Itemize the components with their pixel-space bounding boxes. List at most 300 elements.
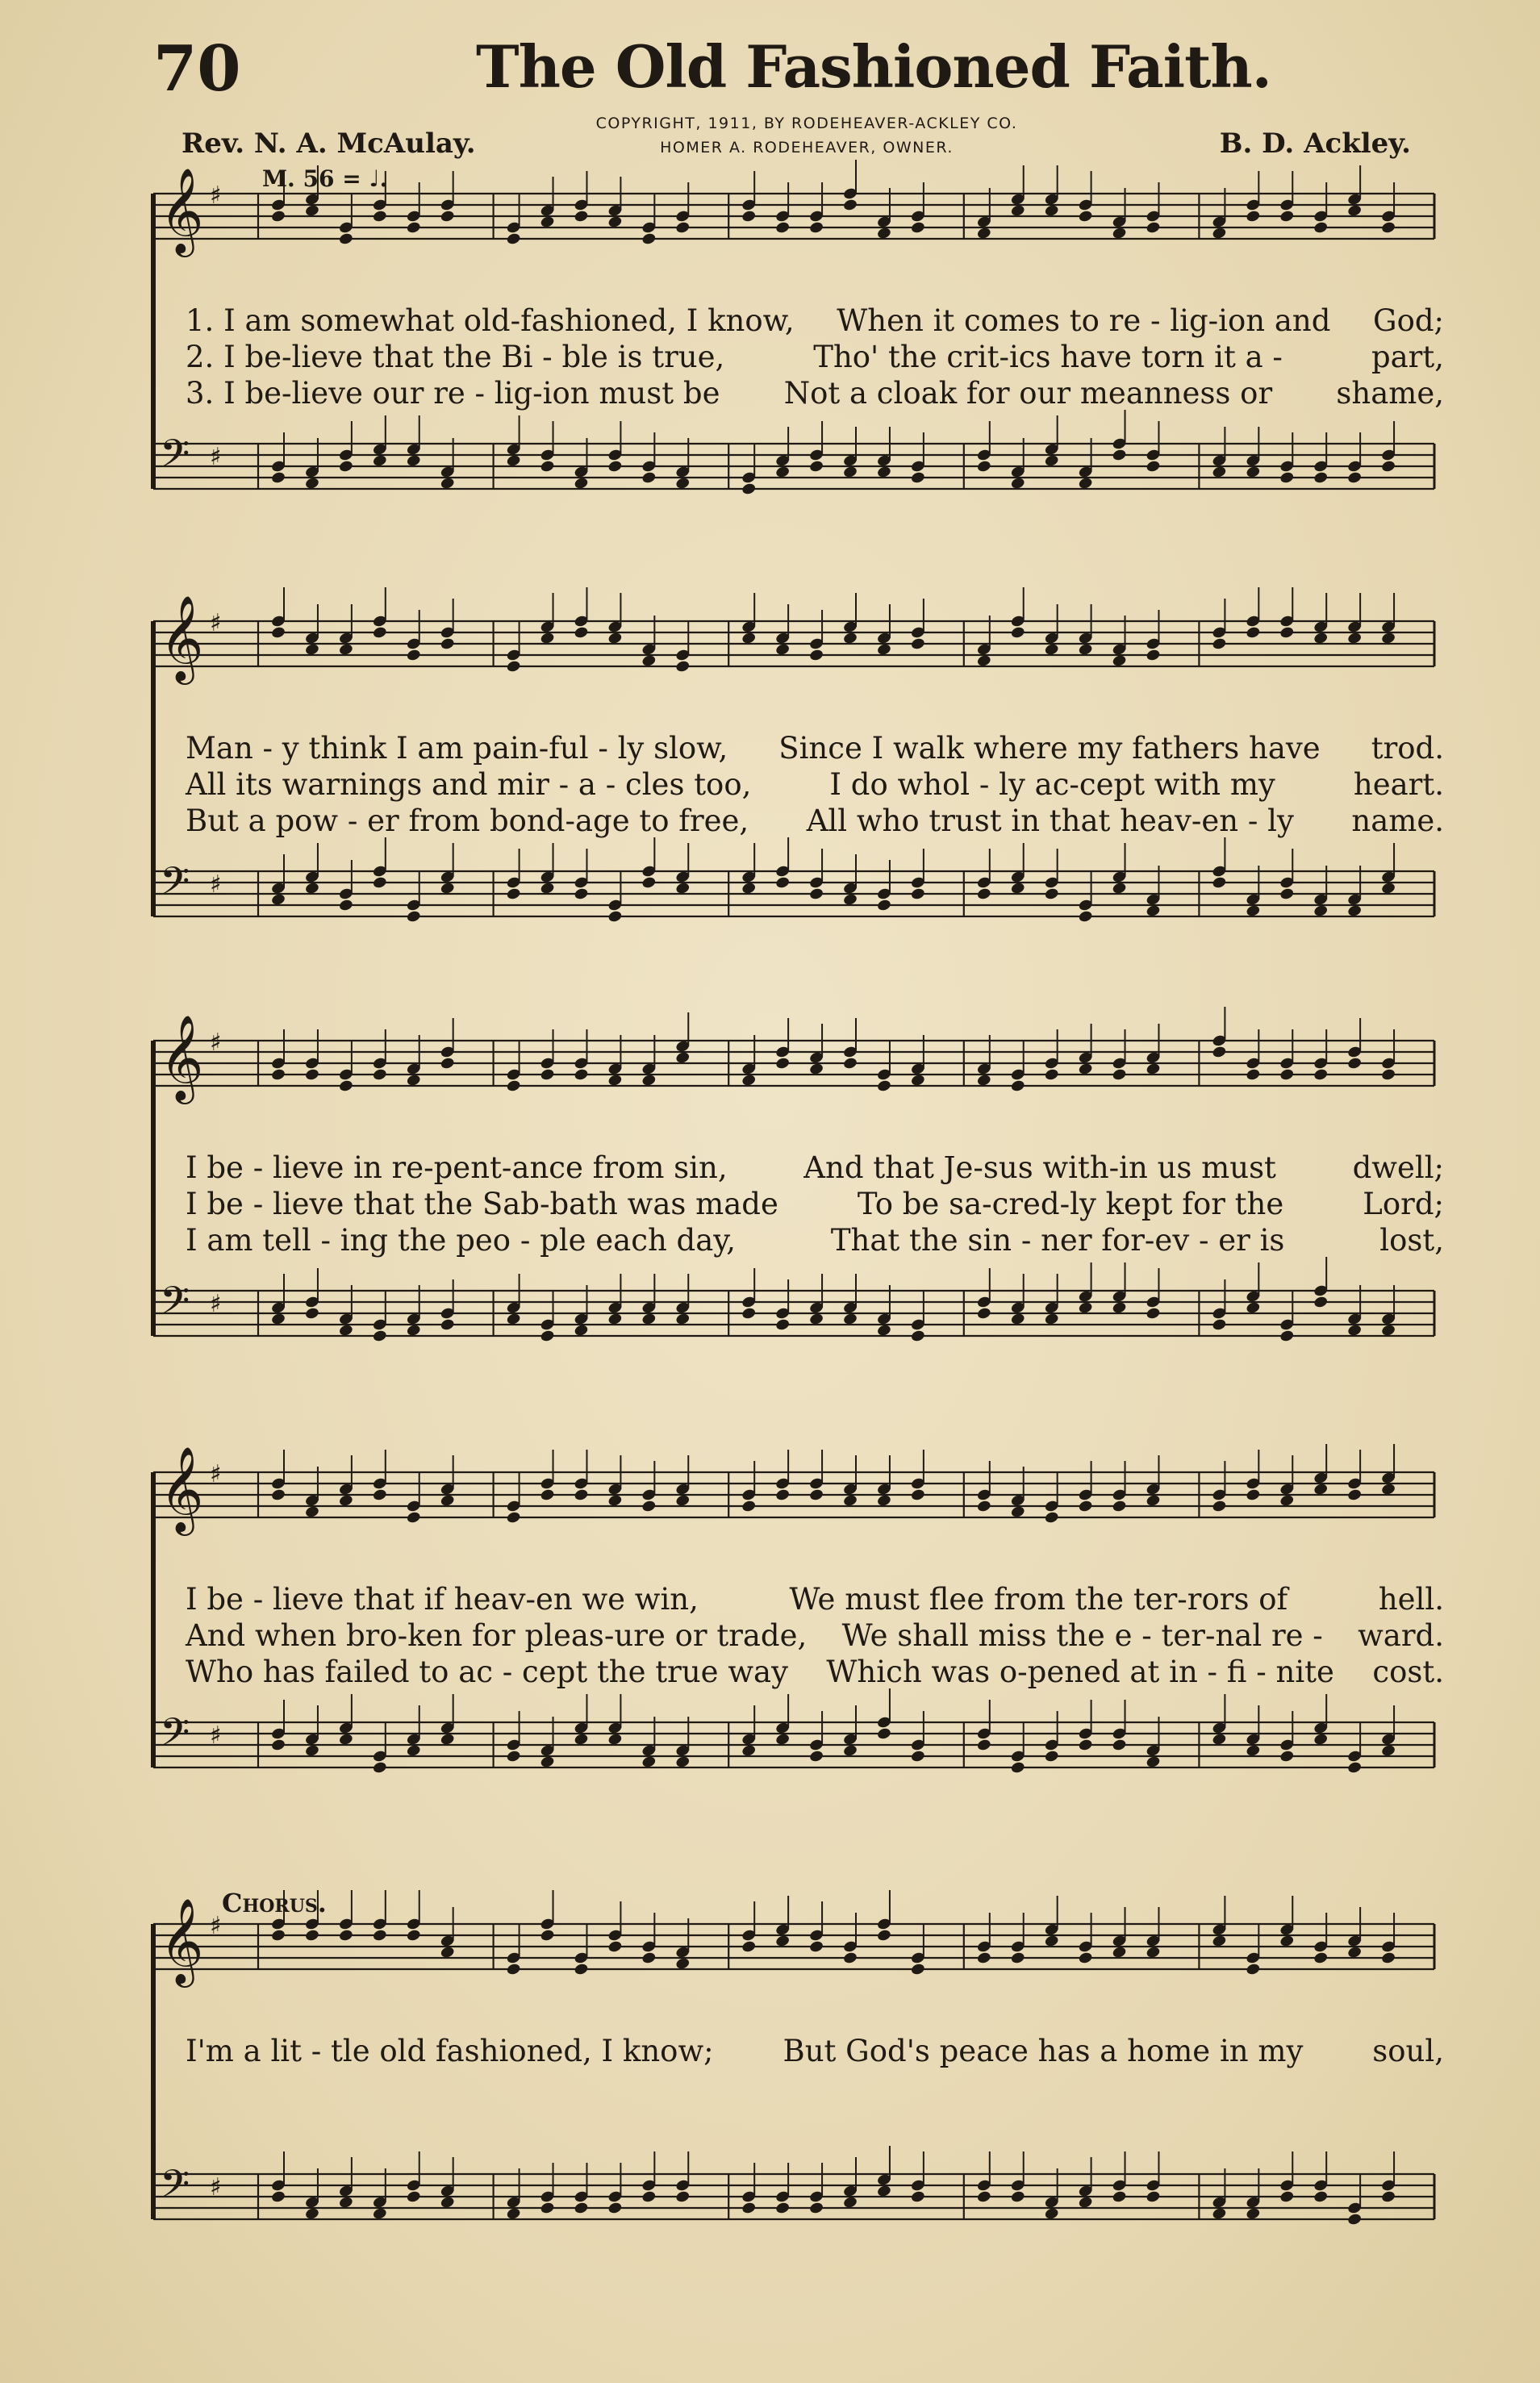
lyrics-block bbox=[186, 1581, 1444, 1690]
key-signature-sharp-icon: ♯ bbox=[210, 443, 222, 471]
note-head bbox=[775, 1488, 791, 1502]
note-head bbox=[1212, 1934, 1227, 1948]
note-head bbox=[270, 1488, 286, 1502]
hymn-composer: B. D. Ackley. bbox=[1219, 127, 1411, 160]
note-head bbox=[1313, 1733, 1329, 1747]
note-head bbox=[1078, 2196, 1093, 2210]
lyric-line bbox=[186, 766, 1444, 803]
note-head bbox=[741, 632, 757, 645]
note-head bbox=[607, 1733, 623, 1747]
note-head bbox=[1112, 2190, 1127, 2204]
note-head bbox=[406, 2190, 421, 2204]
note-head bbox=[976, 887, 991, 901]
chorus-label: Chorus. bbox=[222, 1888, 327, 1918]
note-head bbox=[741, 210, 757, 223]
note-head bbox=[270, 471, 286, 485]
key-signature-sharp-icon: ♯ bbox=[210, 182, 222, 210]
key-signature-sharp-icon: ♯ bbox=[210, 1912, 222, 1940]
note-head bbox=[675, 660, 691, 674]
treble-notes bbox=[258, 1890, 1434, 1976]
lyric-segment: I do whol - ly ac-cept with my bbox=[829, 767, 1275, 802]
note-head bbox=[270, 1738, 286, 1752]
note-head bbox=[1212, 465, 1227, 479]
note-head bbox=[440, 210, 455, 223]
lyric-segment: Tho' the crit-ics have torn it a - bbox=[813, 340, 1283, 374]
note-head bbox=[1380, 221, 1396, 235]
note-head bbox=[675, 1051, 691, 1065]
note-head bbox=[1078, 210, 1093, 223]
note-head bbox=[1212, 2207, 1227, 2221]
note-head bbox=[574, 626, 589, 640]
note-head bbox=[270, 626, 286, 640]
note-head bbox=[540, 1329, 555, 1343]
note-head bbox=[506, 232, 521, 246]
note-head bbox=[1279, 1494, 1295, 1508]
bass-clef-icon: 𝄢 bbox=[160, 431, 190, 486]
note-head bbox=[1044, 887, 1059, 901]
note-head bbox=[372, 1329, 387, 1343]
note-head bbox=[506, 1511, 521, 1525]
lyric-line bbox=[186, 1150, 1444, 1186]
note-head bbox=[1044, 454, 1059, 468]
note-head bbox=[842, 1494, 858, 1508]
note-head bbox=[372, 1068, 387, 1082]
lyric-segment: But God's peace has a home in my bbox=[783, 2034, 1304, 2068]
note-head bbox=[440, 477, 455, 490]
lyric-line bbox=[186, 730, 1444, 766]
note-head bbox=[808, 460, 824, 474]
note-head bbox=[406, 454, 421, 468]
lyric-segment: hell. bbox=[1378, 1582, 1444, 1617]
note-head bbox=[1010, 1313, 1025, 1326]
note-head bbox=[540, 882, 555, 895]
note-head bbox=[270, 1313, 286, 1326]
note-head bbox=[1279, 1068, 1295, 1082]
note-head bbox=[641, 654, 657, 668]
note-head bbox=[1279, 2190, 1295, 2204]
lyric-line bbox=[186, 803, 1444, 839]
note-head bbox=[270, 210, 286, 223]
lyric-segment: Not a cloak for our meanness or bbox=[783, 376, 1273, 411]
note-head bbox=[910, 471, 925, 485]
note-head bbox=[1010, 1079, 1025, 1093]
note-head bbox=[910, 1074, 925, 1087]
note-head bbox=[1044, 1068, 1059, 1082]
bass-notes bbox=[258, 410, 1434, 495]
note-head bbox=[540, 1755, 555, 1769]
lyric-segment: I'm a lit - tle old fashioned, I know; bbox=[186, 2034, 714, 2068]
note-head bbox=[741, 1940, 757, 1954]
note-head bbox=[1347, 632, 1363, 645]
note-head bbox=[1380, 632, 1396, 645]
note-head bbox=[842, 1057, 858, 1070]
note-head bbox=[440, 637, 455, 651]
note-head bbox=[910, 2190, 925, 2204]
lyric-line bbox=[186, 303, 1444, 339]
note-head bbox=[641, 1500, 657, 1513]
note-head bbox=[1380, 882, 1396, 895]
note-head bbox=[506, 1313, 521, 1326]
lyric-segment: And when bro-ken for pleas-ure or trade, bbox=[186, 1618, 808, 1653]
note-head bbox=[741, 1307, 757, 1321]
note-head bbox=[641, 1313, 657, 1326]
note-head bbox=[1279, 1750, 1295, 1763]
note-head bbox=[1347, 1761, 1363, 1775]
lyric-segment: That the sin - ner for-ev - er is bbox=[830, 1223, 1285, 1258]
note-head bbox=[1347, 1946, 1363, 1959]
lyric-segment: And that Je-sus with-in us must bbox=[803, 1150, 1276, 1185]
note-head bbox=[1313, 471, 1329, 485]
note-head bbox=[540, 1929, 555, 1943]
note-head bbox=[1112, 1301, 1127, 1315]
note-head bbox=[741, 2201, 757, 2215]
lyric-segment: trod. bbox=[1371, 731, 1444, 766]
note-head bbox=[675, 1494, 691, 1508]
note-head bbox=[338, 1733, 353, 1747]
note-head bbox=[1347, 204, 1363, 218]
lyric-segment: lost, bbox=[1379, 1223, 1444, 1258]
note-head bbox=[440, 1057, 455, 1070]
note-head bbox=[406, 1074, 421, 1087]
note-head bbox=[304, 1929, 319, 1943]
bass-notes bbox=[258, 1257, 1434, 1342]
note-head bbox=[1313, 1483, 1329, 1496]
note-head bbox=[607, 215, 623, 229]
note-head bbox=[607, 1494, 623, 1508]
note-head bbox=[574, 210, 589, 223]
note-head bbox=[372, 210, 387, 223]
lyric-line bbox=[186, 1581, 1444, 1617]
note-head bbox=[1380, 1483, 1396, 1496]
note-head bbox=[842, 632, 858, 645]
note-head bbox=[1279, 210, 1295, 223]
bass-clef-icon: 𝄢 bbox=[160, 1709, 190, 1764]
note-head bbox=[775, 1057, 791, 1070]
note-head bbox=[876, 1494, 891, 1508]
lyric-segment: shame, bbox=[1336, 376, 1444, 411]
note-head bbox=[641, 1951, 657, 1965]
note-head bbox=[1212, 227, 1227, 240]
note-head bbox=[910, 1963, 925, 1976]
note-head bbox=[775, 1733, 791, 1747]
note-head bbox=[842, 1951, 858, 1965]
bass-notes bbox=[258, 837, 1434, 923]
note-head bbox=[574, 477, 589, 490]
note-head bbox=[1246, 1963, 1261, 1976]
note-head bbox=[1078, 643, 1093, 657]
note-head bbox=[540, 460, 555, 474]
lyric-segment: Lord; bbox=[1363, 1187, 1444, 1221]
note-head bbox=[1380, 1744, 1396, 1758]
note-head bbox=[304, 1744, 319, 1758]
key-signature-sharp-icon: ♯ bbox=[210, 1460, 222, 1488]
lyric-segment: But a pow - er from bond-age to free, bbox=[186, 803, 749, 838]
note-head bbox=[1112, 1738, 1127, 1752]
note-head bbox=[607, 1313, 623, 1326]
note-head bbox=[1246, 465, 1261, 479]
treble-clef-icon: 𝄞 bbox=[160, 167, 204, 253]
note-head bbox=[1044, 643, 1059, 657]
note-head bbox=[1212, 1318, 1227, 1332]
note-head bbox=[440, 1494, 455, 1508]
note-head bbox=[506, 660, 521, 674]
note-head bbox=[1112, 227, 1127, 240]
key-signature-sharp-icon: ♯ bbox=[210, 1722, 222, 1750]
note-head bbox=[1313, 1296, 1329, 1309]
note-head bbox=[1010, 882, 1025, 895]
note-head bbox=[607, 1940, 623, 1954]
note-head bbox=[808, 887, 824, 901]
note-head bbox=[675, 1957, 691, 1971]
lyric-segment: We must flee from the ter-rors of bbox=[789, 1582, 1288, 1617]
lyrics-block bbox=[186, 1150, 1444, 1258]
note-head bbox=[741, 1074, 757, 1087]
note-head bbox=[1044, 1750, 1059, 1763]
note-head bbox=[1212, 1733, 1227, 1747]
note-head bbox=[842, 2196, 858, 2210]
note-head bbox=[641, 471, 657, 485]
note-head bbox=[910, 637, 925, 651]
treble-notes bbox=[258, 1007, 1434, 1092]
treble-clef-icon: 𝄞 bbox=[160, 1446, 204, 1532]
note-head bbox=[270, 893, 286, 907]
lyric-segment: soul, bbox=[1372, 2034, 1444, 2068]
note-head bbox=[372, 1761, 387, 1775]
note-head bbox=[775, 643, 791, 657]
lyric-segment: name. bbox=[1351, 803, 1444, 838]
note-head bbox=[910, 887, 925, 901]
note-head bbox=[641, 1755, 657, 1769]
lyric-segment: I be - lieve in re-pent-ance from sin, bbox=[186, 1150, 728, 1185]
note-head bbox=[675, 477, 691, 490]
lyrics-block bbox=[186, 2033, 1444, 2069]
hymn-number: 70 bbox=[153, 32, 241, 106]
lyric-line bbox=[186, 1654, 1444, 1690]
treble-clef-icon: 𝄞 bbox=[160, 1897, 204, 1984]
note-head bbox=[574, 1068, 589, 1082]
note-head bbox=[372, 2207, 387, 2221]
note-head bbox=[1347, 471, 1363, 485]
note-head bbox=[574, 1488, 589, 1502]
note-head bbox=[976, 654, 991, 668]
note-head bbox=[270, 2190, 286, 2204]
lyric-line bbox=[186, 1617, 1444, 1654]
note-head bbox=[1146, 1307, 1161, 1321]
note-head bbox=[338, 460, 353, 474]
note-head bbox=[1246, 1744, 1261, 1758]
note-head bbox=[440, 2196, 455, 2210]
note-head bbox=[1112, 654, 1127, 668]
hymn-title: The Old Fashioned Faith. bbox=[476, 32, 1271, 101]
note-head bbox=[741, 1500, 757, 1513]
note-head bbox=[1246, 1301, 1261, 1315]
note-head bbox=[1212, 1500, 1227, 1513]
note-head bbox=[1380, 2190, 1396, 2204]
treble-clef-icon: 𝄞 bbox=[160, 595, 204, 681]
note-head bbox=[1010, 1505, 1025, 1519]
note-head bbox=[808, 649, 824, 662]
lyric-segment: 3. I be-lieve our re - lig-ion must be bbox=[186, 376, 720, 411]
note-head bbox=[1279, 626, 1295, 640]
lyric-line bbox=[186, 1186, 1444, 1222]
note-head bbox=[741, 882, 757, 895]
note-head bbox=[675, 1313, 691, 1326]
note-head bbox=[440, 1946, 455, 1959]
note-head bbox=[641, 2190, 657, 2204]
note-head bbox=[775, 1934, 791, 1948]
note-head bbox=[1078, 1062, 1093, 1076]
note-head bbox=[440, 882, 455, 895]
note-head bbox=[976, 1500, 991, 1513]
note-head bbox=[1112, 882, 1127, 895]
note-head bbox=[304, 1505, 319, 1519]
note-head bbox=[1246, 1068, 1261, 1082]
note-head bbox=[808, 221, 824, 235]
note-head bbox=[910, 1750, 925, 1763]
note-head bbox=[976, 1738, 991, 1752]
note-head bbox=[506, 1963, 521, 1976]
note-head bbox=[540, 632, 555, 645]
note-head bbox=[1246, 2207, 1261, 2221]
note-head bbox=[842, 1744, 858, 1758]
lyric-segment: To be sa-cred-ly kept for the bbox=[857, 1187, 1284, 1221]
note-head bbox=[372, 1488, 387, 1502]
note-head bbox=[1380, 460, 1396, 474]
lyric-line bbox=[186, 375, 1444, 411]
note-head bbox=[876, 643, 891, 657]
note-head bbox=[808, 1488, 824, 1502]
note-head bbox=[540, 1488, 555, 1502]
treble-notes bbox=[258, 160, 1434, 245]
note-head bbox=[910, 1488, 925, 1502]
note-head bbox=[1313, 2190, 1329, 2204]
note-head bbox=[304, 882, 319, 895]
lyric-segment: We shall miss the e - ter-nal re - bbox=[841, 1618, 1323, 1653]
key-signature-sharp-icon: ♯ bbox=[210, 1290, 222, 1318]
lyric-segment: Who has failed to ac - cept the true way bbox=[186, 1655, 788, 1689]
lyric-segment: All its warnings and mir - a - cles too, bbox=[186, 767, 752, 802]
note-head bbox=[1347, 1057, 1363, 1070]
note-head bbox=[1044, 204, 1059, 218]
note-head bbox=[775, 876, 791, 890]
note-head bbox=[876, 1929, 891, 1943]
treble-clef-icon: 𝄞 bbox=[160, 1014, 204, 1100]
lyric-segment: cost. bbox=[1372, 1655, 1444, 1689]
note-head bbox=[506, 454, 521, 468]
note-head bbox=[574, 887, 589, 901]
note-head bbox=[607, 632, 623, 645]
note-head bbox=[876, 227, 891, 240]
note-head bbox=[574, 1733, 589, 1747]
note-head bbox=[675, 221, 691, 235]
note-head bbox=[506, 1079, 521, 1093]
note-head bbox=[1044, 1934, 1059, 1948]
note-head bbox=[1313, 1068, 1329, 1082]
note-head bbox=[574, 2201, 589, 2215]
note-head bbox=[1146, 1494, 1161, 1508]
note-head bbox=[1279, 1329, 1295, 1343]
note-head bbox=[1313, 1951, 1329, 1965]
note-head bbox=[1146, 649, 1161, 662]
note-head bbox=[808, 1313, 824, 1326]
note-head bbox=[338, 232, 353, 246]
lyric-line bbox=[186, 339, 1444, 375]
note-head bbox=[338, 1929, 353, 1943]
lyric-segment: Since I walk where my fathers have bbox=[778, 731, 1321, 766]
bass-clef-icon: 𝄢 bbox=[160, 858, 190, 913]
note-head bbox=[1078, 910, 1093, 924]
lyric-segment: All who trust in that heav-en - ly bbox=[806, 803, 1294, 838]
note-head bbox=[1347, 1488, 1363, 1502]
copyright-owner-line: HOMER A. RODEHEAVER, OWNER. bbox=[660, 139, 954, 157]
note-head bbox=[372, 626, 387, 640]
note-head bbox=[976, 2190, 991, 2204]
note-head bbox=[910, 1329, 925, 1343]
lyric-segment: heart. bbox=[1353, 767, 1444, 802]
key-signature-sharp-icon: ♯ bbox=[210, 2173, 222, 2201]
bass-notes bbox=[258, 1688, 1434, 1774]
note-head bbox=[1380, 1951, 1396, 1965]
note-head bbox=[304, 2207, 319, 2221]
note-head bbox=[808, 2201, 824, 2215]
note-head bbox=[1212, 876, 1227, 890]
note-head bbox=[808, 1940, 824, 1954]
lyric-segment: I be - lieve that the Sab-bath was made bbox=[186, 1187, 778, 1221]
note-head bbox=[540, 2201, 555, 2215]
note-head bbox=[842, 198, 858, 212]
note-head bbox=[1347, 904, 1363, 918]
note-head bbox=[1313, 904, 1329, 918]
key-signature-sharp-icon: ♯ bbox=[210, 1029, 222, 1057]
lyric-segment: Which was o-pened at in - fi - nite bbox=[826, 1655, 1334, 1689]
note-head bbox=[338, 1494, 353, 1508]
note-head bbox=[1112, 1946, 1127, 1959]
note-head bbox=[1146, 904, 1161, 918]
note-head bbox=[406, 1744, 421, 1758]
note-head bbox=[607, 460, 623, 474]
treble-notes bbox=[258, 587, 1434, 673]
treble-staff bbox=[153, 1897, 1434, 1988]
note-head bbox=[1146, 221, 1161, 235]
note-head bbox=[607, 910, 623, 924]
note-head bbox=[876, 1324, 891, 1338]
hymn-author: Rev. N. A. McAulay. bbox=[182, 127, 476, 160]
note-head bbox=[1246, 904, 1261, 918]
bass-clef-icon: 𝄢 bbox=[160, 1278, 190, 1333]
note-head bbox=[1010, 626, 1025, 640]
note-head bbox=[876, 2185, 891, 2198]
note-head bbox=[270, 1068, 286, 1082]
lyric-segment: 1. I am somewhat old-fashioned, I know, bbox=[186, 303, 795, 338]
note-head bbox=[406, 221, 421, 235]
note-head bbox=[574, 1963, 589, 1976]
note-head bbox=[406, 910, 421, 924]
note-head bbox=[406, 1324, 421, 1338]
note-head bbox=[372, 1929, 387, 1943]
note-head bbox=[607, 1074, 623, 1087]
note-head bbox=[506, 887, 521, 901]
note-head bbox=[372, 876, 387, 890]
note-head bbox=[1347, 2213, 1363, 2226]
note-head bbox=[842, 893, 858, 907]
note-head bbox=[1279, 471, 1295, 485]
key-signature-sharp-icon: ♯ bbox=[210, 870, 222, 899]
lyric-segment: dwell; bbox=[1352, 1150, 1444, 1185]
copyright-line: COPYRIGHT, 1911, BY RODEHEAVER-ACKLEY CO. bbox=[595, 115, 1018, 132]
note-head bbox=[1078, 1738, 1093, 1752]
note-head bbox=[1246, 626, 1261, 640]
note-head bbox=[1212, 1045, 1227, 1059]
